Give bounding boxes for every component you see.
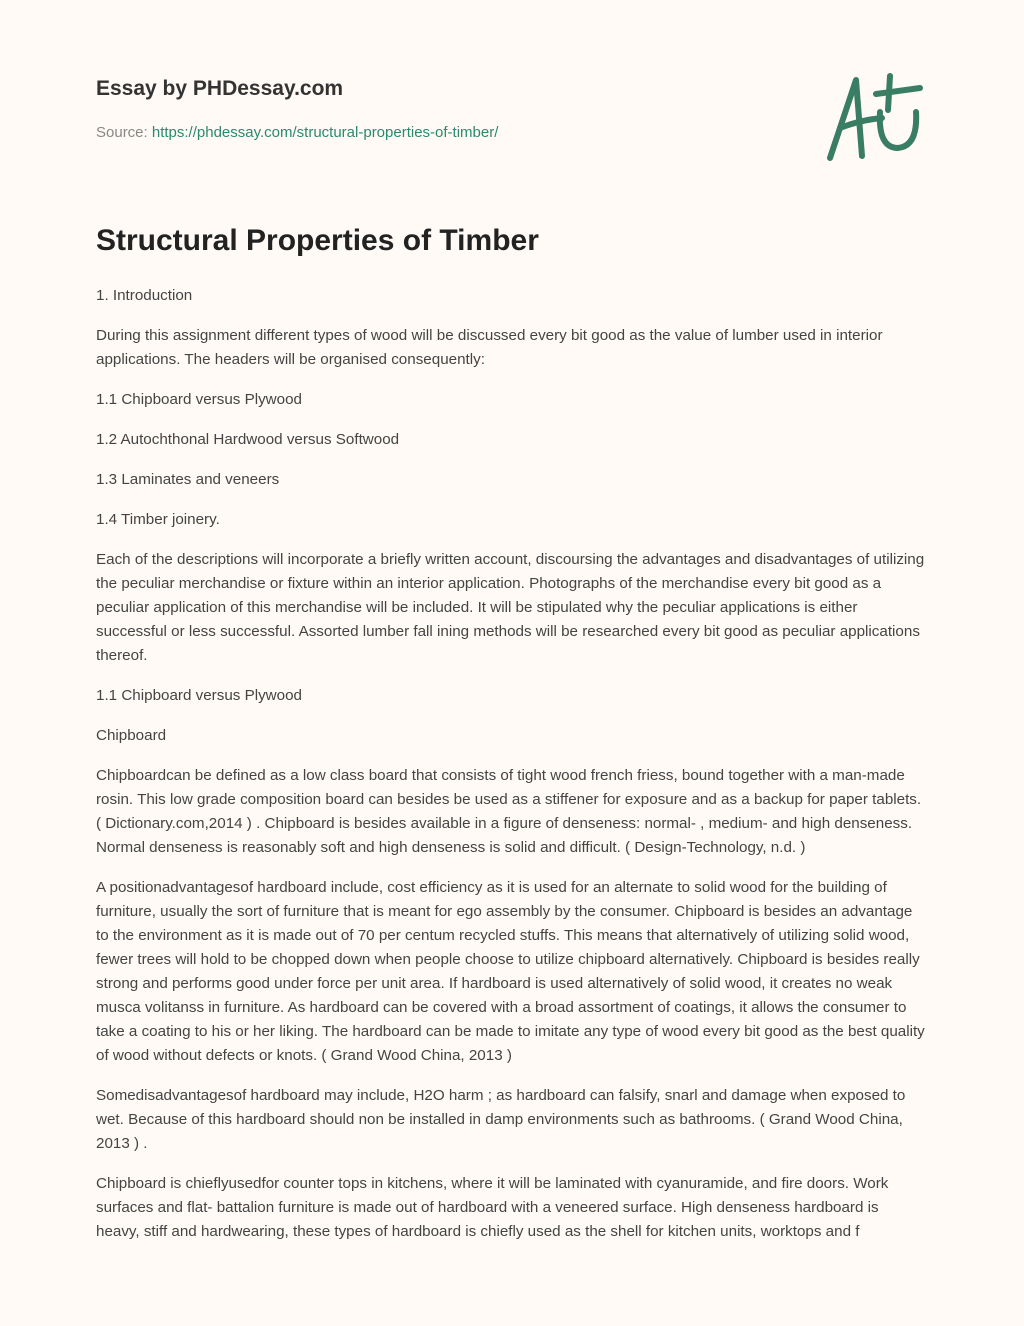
section-heading: 1. Introduction bbox=[96, 287, 193, 304]
outline-item: 1.2 Autochthonal Hardwood versus Softwood bbox=[96, 431, 400, 448]
a-plus-logo-icon bbox=[820, 68, 930, 164]
section-heading: 1.1 Chipboard versus Plywood bbox=[96, 687, 302, 704]
source-label: Source: bbox=[96, 124, 148, 141]
outline-item: 1.1 Chipboard versus Plywood bbox=[96, 391, 302, 408]
paragraph: Somedisadvantagesof hardboard may include, H2O harm ; as hardboard can falsify, snarl and damage when exposed to wet. Because of this hardboard should non be installed in damp environments such as bathrooms. ( Grand Wood China, 2013 ) . bbox=[96, 1087, 906, 1152]
site-title: Essay by PHDessay.com bbox=[96, 77, 344, 100]
source-line bbox=[96, 124, 498, 141]
source-link[interactable]: https://phdessay.com/structural-properties-of-timber/ bbox=[151, 124, 499, 141]
page-title: Structural Properties of Timber bbox=[96, 224, 539, 257]
outline-item: 1.4 Timber joinery. bbox=[96, 511, 220, 528]
paragraph: Each of the descriptions will incorporate a briefly written account, discoursing the advantages and disadvantages of utilizing the peculiar merchandise or fixture within an interior application. Photographs of the merchandise every bit good as a peculiar application of this merchandise will be included. It will be stipulated why the peculiar applications is either successful or less successful. Assorted lumber fall ining methods will be researched every bit good as peculiar applications thereof. bbox=[96, 551, 925, 664]
article-body bbox=[96, 284, 926, 1260]
paragraph: Chipboardcan be defined as a low class board that consists of tight wood french friess, bound together with a man-made rosin. This low grade composition board can besides be used as a stiffener for exposure and as a backup for paper tablets. ( Dictionary.com,2014 ) . Chipboard is besides available in a figure of denseness: normal- , medium- and high denseness. Normal denseness is reasonably soft and high denseness is solid and difficult. ( Design-Technology, n.d. ) bbox=[96, 767, 922, 856]
outline-item: 1.3 Laminates and veneers bbox=[96, 471, 280, 488]
paragraph: During this assignment different types of wood will be discussed every bit good as the value of lumber used in interior applications. The headers will be organised consequently: bbox=[96, 327, 883, 368]
subheading: Chipboard bbox=[96, 727, 167, 744]
paragraph: Chipboard is chieflyusedfor counter tops in kitchens, where it will be laminated with cyanuramide, and fire doors. Work surfaces and flat- battalion furniture is made out of hardboard with a veneered surface. High denseness hardboard is heavy, stiff and hardwearing, these types of hardboard is chiefly used as the shell for kitchen units, worktops and f bbox=[96, 1175, 889, 1240]
paragraph: A positionadvantagesof hardboard include, cost efficiency as it is used for an alternate to solid wood for the building of furniture, usually the sort of furniture that is meant for ego assembly by the consumer. Chipboard is besides an advantage to the environment as it is made out of 70 per centum recycled stuffs. This means that alternatively of utilizing solid wood, fewer trees will hold to be chopped down when people choose to utilize chipboard alternatively. Chipboard is besides really strong and performs good under force per unit area. If hardboard is used alternatively of solid wood, it creates no weak musca volitanss in furniture. As hardboard can be covered with a broad assortment of coatings, it allows the consumer to take a coating to his or her liking. The hardboard can be made to imitate any type of wood every bit good as the best quality of wood without defects or knots. ( Grand Wood China, 2013 ) bbox=[96, 879, 925, 1064]
